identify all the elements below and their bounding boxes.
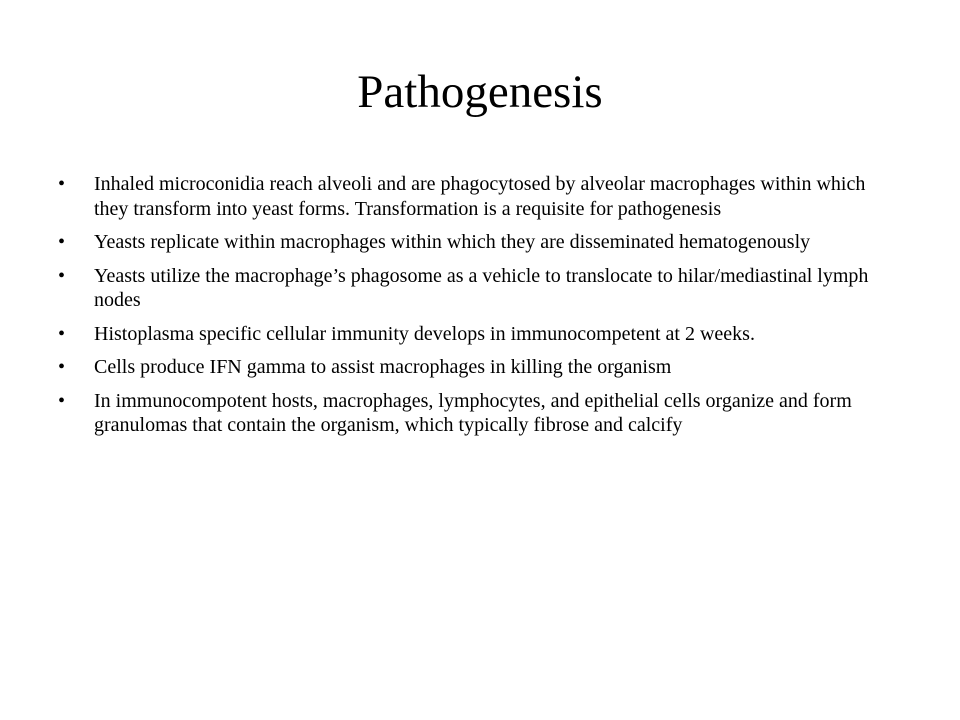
- bullet-text: In immunocompotent hosts, macrophages, lymphocytes, and epithelial cells organize and form granulomas that contain the organism, which typically fibrose and calcify: [94, 389, 852, 436]
- bullet-item: [58, 322, 888, 347]
- bullet-marker: •: [58, 264, 66, 287]
- bullet-item: [58, 172, 888, 221]
- bullet-marker: •: [58, 231, 66, 253]
- bullet-item: [58, 230, 888, 255]
- bullet-text: Yeasts utilize the macrophage’s phagosome as a vehicle to translocate to hilar/mediastinal lymph nodes: [94, 264, 869, 311]
- bullet-marker: •: [58, 322, 66, 345]
- bullet-marker: •: [58, 173, 66, 195]
- bullet-marker: •: [58, 356, 66, 378]
- bullet-text: Cells produce IFN gamma to assist macrophages in killing the organism: [94, 356, 672, 378]
- bullet-text: Inhaled microconidia reach alveoli and are phagocytosed by alveolar macrophages within which they transform into yeast forms. Transformation is a requisite for pathogenesis: [94, 173, 866, 220]
- bullet-marker: •: [58, 389, 66, 412]
- bullet-item: [58, 389, 888, 438]
- bullet-item: [58, 355, 888, 380]
- bullet-text: Histoplasma specific cellular immunity develops in immunocompetent at 2 weeks.: [94, 322, 755, 345]
- bullet-list: [58, 172, 888, 447]
- slide-title: Pathogenesis: [357, 66, 603, 118]
- bullet-text: Yeasts replicate within macrophages within which they are disseminated hematogenously: [94, 231, 811, 253]
- bullet-item: [58, 264, 888, 313]
